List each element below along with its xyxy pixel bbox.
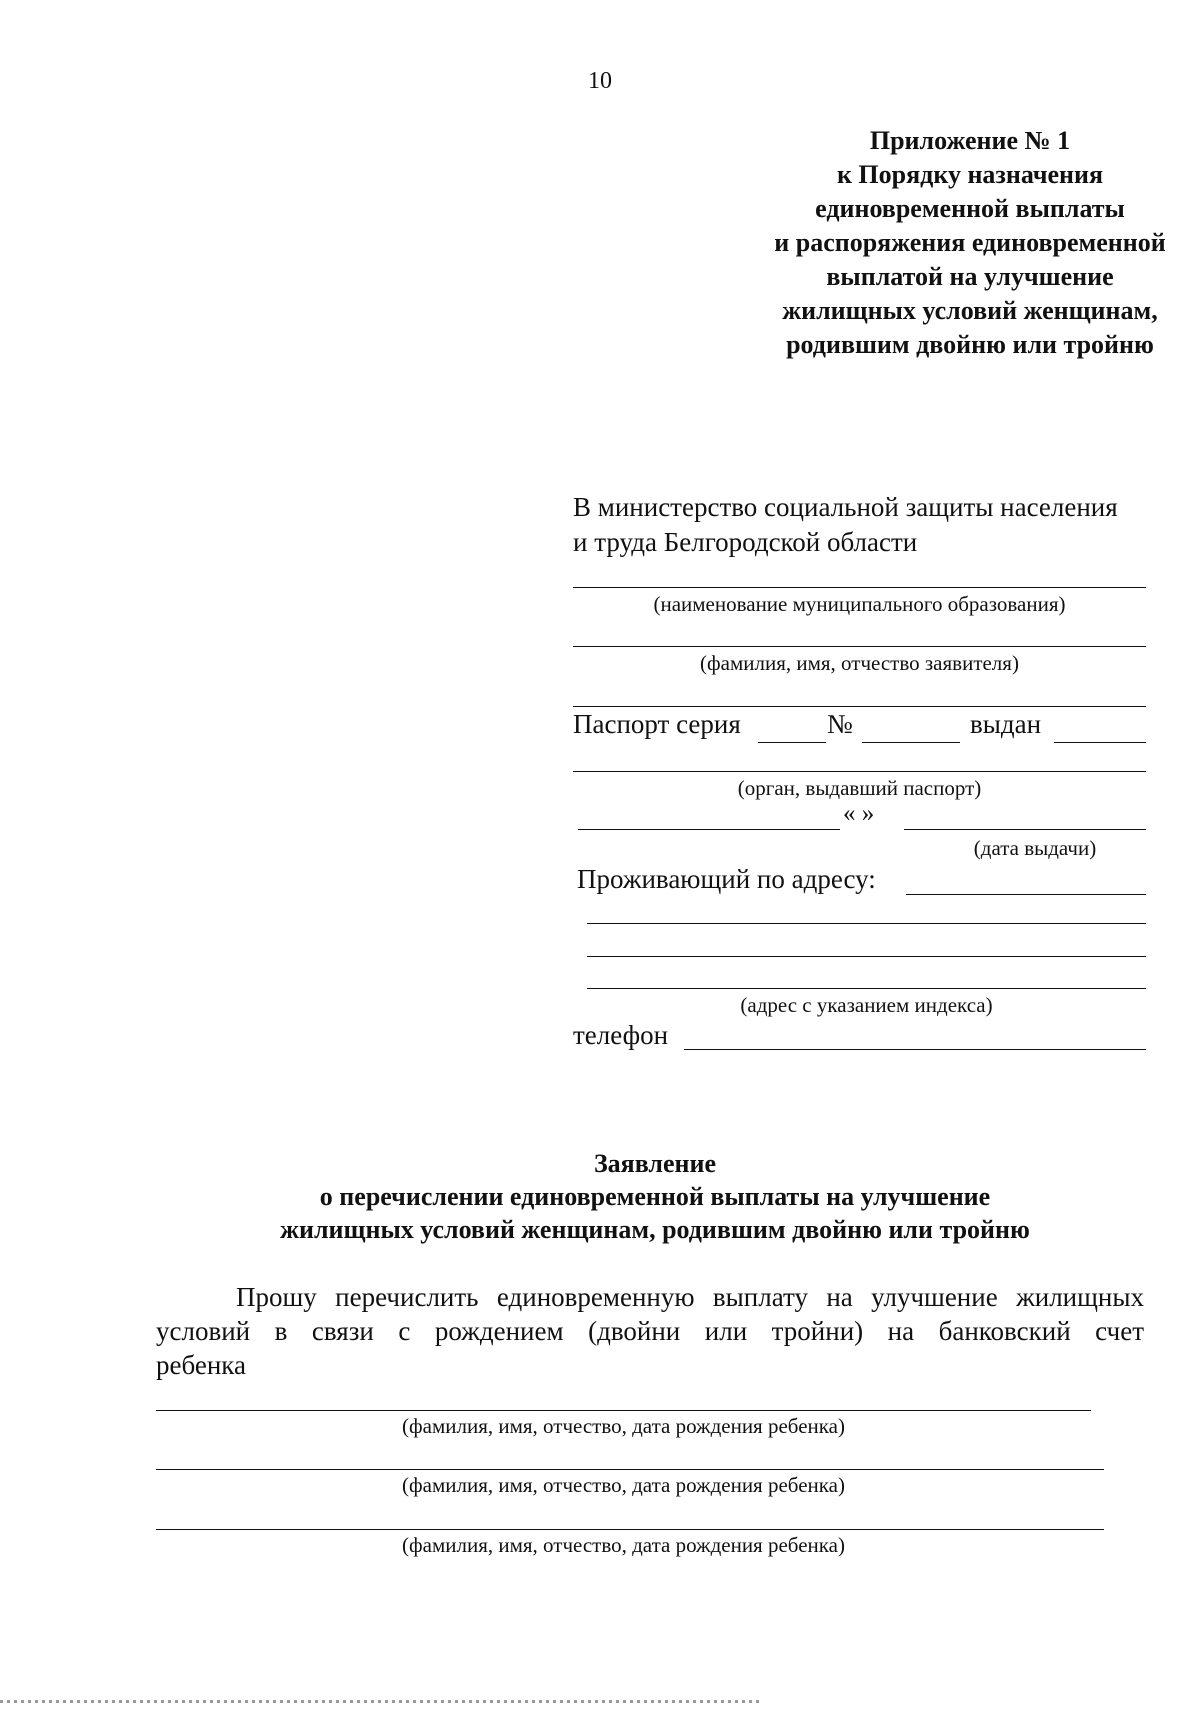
address-caption: (адрес с указанием индекса) <box>740 993 993 1017</box>
applicant-name-caption: (фамилия, имя, отчество заявителя) <box>700 651 1019 675</box>
appendix-line: к Порядку назначения <box>836 160 1104 189</box>
child-field-line[interactable] <box>156 1529 1104 1530</box>
issue-date-right-line[interactable] <box>904 829 1146 830</box>
page-number: 10 <box>588 68 612 94</box>
passport-issued-label: выдан <box>970 709 1042 739</box>
appendix-line: родившим двойню или тройню <box>786 330 1154 359</box>
addressee-line: и труда Белгородской области <box>573 527 918 557</box>
appendix-header <box>700 124 1200 362</box>
addressee <box>573 490 1118 560</box>
scan-edge-divider <box>0 1700 760 1703</box>
address-field-line[interactable] <box>587 956 1146 957</box>
addressee-line: В министерство социальной защиты населения <box>573 492 1118 522</box>
address-label: Проживающий по адресу: <box>577 864 876 894</box>
issuer-field-line[interactable] <box>573 771 1146 772</box>
child-caption: (фамилия, имя, отчество, дата рождения ребенка) <box>402 1414 845 1438</box>
statement-title-word: Заявление <box>593 1149 717 1178</box>
municipality-caption: (наименование муниципального образования) <box>653 592 1066 616</box>
issuer-caption: (орган, выдавший паспорт) <box>737 776 982 800</box>
applicant-name-field-line[interactable] <box>573 646 1146 647</box>
child-field-line[interactable] <box>156 1410 1091 1411</box>
issue-date-caption: (дата выдачи) <box>973 836 1097 860</box>
passport-number-label: № <box>827 709 853 739</box>
appendix-line: выплатой на улучшение <box>826 262 1114 291</box>
address-field-line[interactable] <box>587 923 1146 924</box>
statement-subtitle-line: жилищных условий женщинам, родившим двойню или тройню <box>280 1215 1030 1244</box>
child-caption: (фамилия, имя, отчество, дата рождения ребенка) <box>402 1473 845 1497</box>
appendix-line: Приложение № 1 <box>869 126 1071 155</box>
passport-series-field-line[interactable] <box>758 742 826 743</box>
child-field-line[interactable] <box>156 1469 1104 1470</box>
applicant-extra-field-line[interactable] <box>573 706 1146 707</box>
statement-body-line: условий в связи с рождением (двойни или тройни) на банковский счет <box>156 1316 1144 1346</box>
issue-date-left-line[interactable] <box>578 829 840 830</box>
appendix-line: жилищных условий женщинам, <box>782 296 1158 325</box>
statement-subtitle-line: о перечислении единовременной выплаты на улучшение <box>319 1182 991 1211</box>
issue-date-quotes: « » <box>843 800 875 827</box>
statement-body-line: ребенка <box>156 1350 246 1380</box>
statement-body-line: Прошу перечислить единовременную выплату на улучшение жилищных <box>236 1282 1144 1312</box>
statement-title <box>0 1147 1200 1246</box>
phone-field-line[interactable] <box>684 1049 1146 1050</box>
appendix-line: и распоряжения единовременной <box>774 228 1166 257</box>
passport-series-label: Паспорт серия <box>573 709 741 739</box>
address-field-line[interactable] <box>906 894 1146 895</box>
statement-body <box>156 1280 1144 1382</box>
passport-issued-field-line[interactable] <box>1054 742 1146 743</box>
passport-number-field-line[interactable] <box>862 742 960 743</box>
address-field-line[interactable] <box>587 988 1146 989</box>
phone-label: телефон <box>573 1020 669 1050</box>
appendix-line: единовременной выплаты <box>815 194 1125 223</box>
child-caption: (фамилия, имя, отчество, дата рождения ребенка) <box>402 1533 845 1557</box>
municipality-field-line[interactable] <box>573 587 1146 588</box>
